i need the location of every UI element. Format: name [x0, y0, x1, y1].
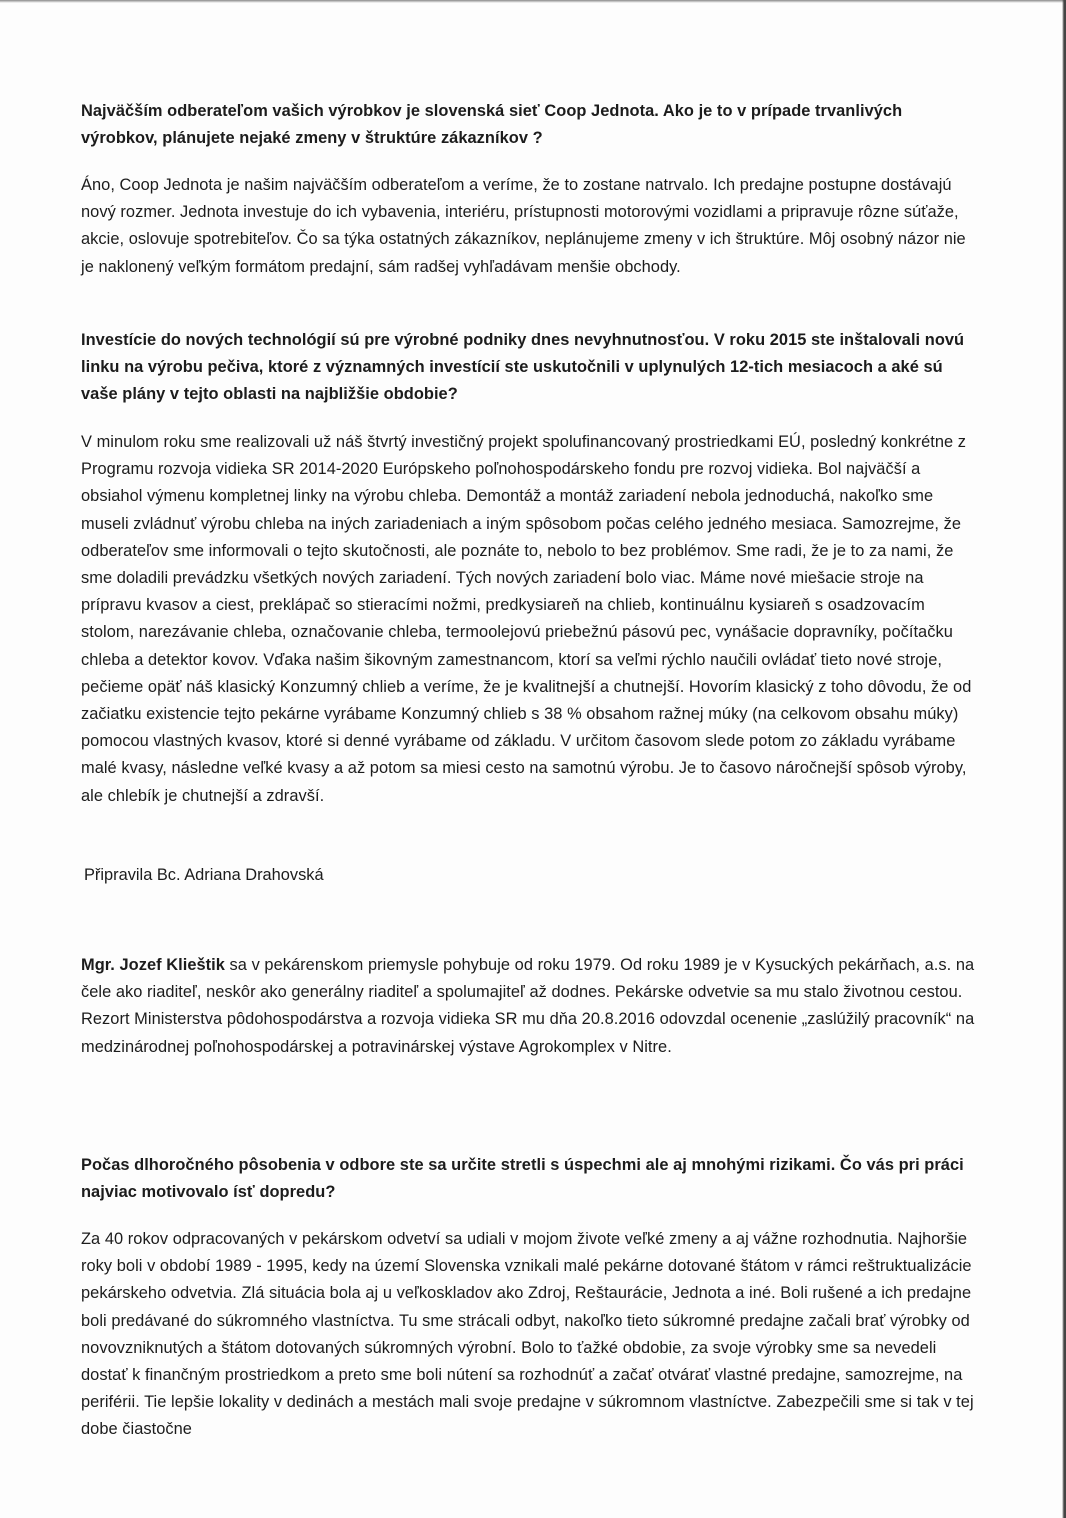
- author-signature: Připravila Bc. Adriana Drahovská: [84, 866, 324, 884]
- question-1: Najväčším odberateľom vašich výrobkov je slovenská sieť Coop Jednota. Ako je to v prípade trvanlivých výrobkov, plánujete nejaké zmeny v štruktúre zákazníkov ?: [81, 102, 903, 148]
- bio-name: Mgr. Jozef Klieštik: [81, 956, 225, 974]
- answer-2: V minulom roku sme realizovali už náš štvrtý investičný projekt spolufinancovaný prostriedkami EÚ, posledný konkrétne z Programu rozvoja vidieka SR 2014-2020 Európskeho poľnohospodárskeho fondu pre rozvoj vidieka. Bol najväčší a obsiahol výmenu kompletnej linky na výrobu chleba. Demontáž a montáž zariadení nebola jednoduchá, nakoľko sme museli zvládnuť výrobu chleba na iných zariadeniach a iným spôsobom počas celého jedného mesiaca. Samozrejme, že odberateľov sme informovali o tejto skutočnosti, ale poznáte to, nebolo to bez problémov. Sme radi, že je to za nami, že sme doladili prevádzku všetkých nových zariadení. Tých nových zariadení bolo viac. Máme nové miešacie stroje na prípravu kvasov a ciest, preklápač so stieracími nožmi, predkysiareň na chlieb, kontinuálnu kysiareň s osadzovacím stolom, narezávanie chleba, označovanie chleba, termoolejovú priebežnú pásovú pec, vynášacie dopravníky, počítačku chleba a detektor kovov. Vďaka našim šikovným zamestnancom, ktorí sa veľmi rýchlo naučili ovládať tieto nové stroje, pečieme opäť náš klasický Konzumný chlieb a veríme, že je kvalitnejší a chutnejší. Hovorím klasický z toho dôvodu, že od začiatku existencie tejto pekárne vyrábame Konzumný chlieb s 38 % obsahom ražnej múky (na celkovom obsahu múky) pomocou vlastných kvasov, ktoré si denné vyrábame od základu. V určitom časovom slede potom zo základu vyrábame malé kvasy, následne veľké kvasy a až potom sa miesi cesto na samotnú výrobu. Je to časovo náročnejší spôsob výroby, ale chlebík je chutnejší a zdravší.: [81, 433, 972, 805]
- scan-top-edge: [0, 0, 1066, 3]
- answer-1: Áno, Coop Jednota je našim najväčším odberateľom a veríme, že to zostane natrvalo. Ich predajne postupne dostávajú nový rozmer. Jednota investuje do ich vybavenia, interiéru, prístupnosti motorovými vozidlami a pripravuje rôzne súťaže, akcie, oslovuje spotrebiteľov. Čo sa týka ostatných zákazníkov, neplánujeme zmeny v ich štruktúre. Môj osobný názor nie je naklonený veľkým formátom predajní, sám radšej vyhľadávam menšie obchody.: [81, 176, 966, 276]
- question-2: Investície do nových technológií sú pre výrobné podniky dnes nevyhnutnosťou. V roku 2015 ste inštalovali novú linku na výrobu pečiva, ktoré z významných investícií ste uskutočnili v uplynulých 12-tich mesiacoch a aké sú vaše plány v tejto oblasti na najbližšie obdobie?: [81, 331, 965, 404]
- answer-3: Za 40 rokov odpracovaných v pekárskom odvetví sa udiali v mojom živote veľké zmeny a aj vážne rozhodnutia. Najhoršie roky boli v období 1989 - 1995, kedy na území Slovenska vznikali malé pekárne dotované štátom v rámci reštruktualizácie pekárskeho odvetvia. Zlá situácia bola aj u veľkoskladov ako Zdroj, Reštaurácie, Jednota a iné. Boli rušené a ich predajne boli predávané do súkromného vlastníctva. Tu sme strácali odbyt, nakoľko tieto súkromné predajne začali brať výrobky od novovzniknutých a štátom dotovaných súkromných výrobní. Bolo to ťažké obdobie, za svoje výrobky sme sa nevedeli dostať k finančným prostriedkom a preto sme boli nútení sa rozhodnúť a začať otvárať vlastné predajne, samozrejme, na periférii. Tie lepšie lokality v dedinách a mestách mali svoje predajne v súkromnom vlastníctve. Zabezpečili sme si tak v tej dobe čiastočne: [81, 1230, 974, 1439]
- scan-right-edge: [1062, 0, 1066, 1518]
- author-bio: [81, 952, 976, 1061]
- question-3: Počas dlhoročného pôsobenia v odbore ste sa určite stretli s úspechmi ale aj mnohými rizikami. Čo vás pri práci najviac motivovalo ísť dopredu?: [81, 1156, 964, 1202]
- bio-text: sa v pekárenskom priemysle pohybuje od roku 1979. Od roku 1989 je v Kysuckých pekárňach, a.s. na čele ako riaditeľ, neskôr ako generálny riaditeľ a spolumajiteľ až dodnes. Pekárske odvetvie sa mu stalo životnou cestou. Rezort Ministerstva pôdohospodárstva a rozvoja vidieka SR mu dňa 20.8.2016 odovzdal ocenenie „zaslúžilý pracovník“ na medzinárodnej poľnohospodárskej a potravinárskej výstave Agrokomplex v Nitre.: [81, 956, 975, 1056]
